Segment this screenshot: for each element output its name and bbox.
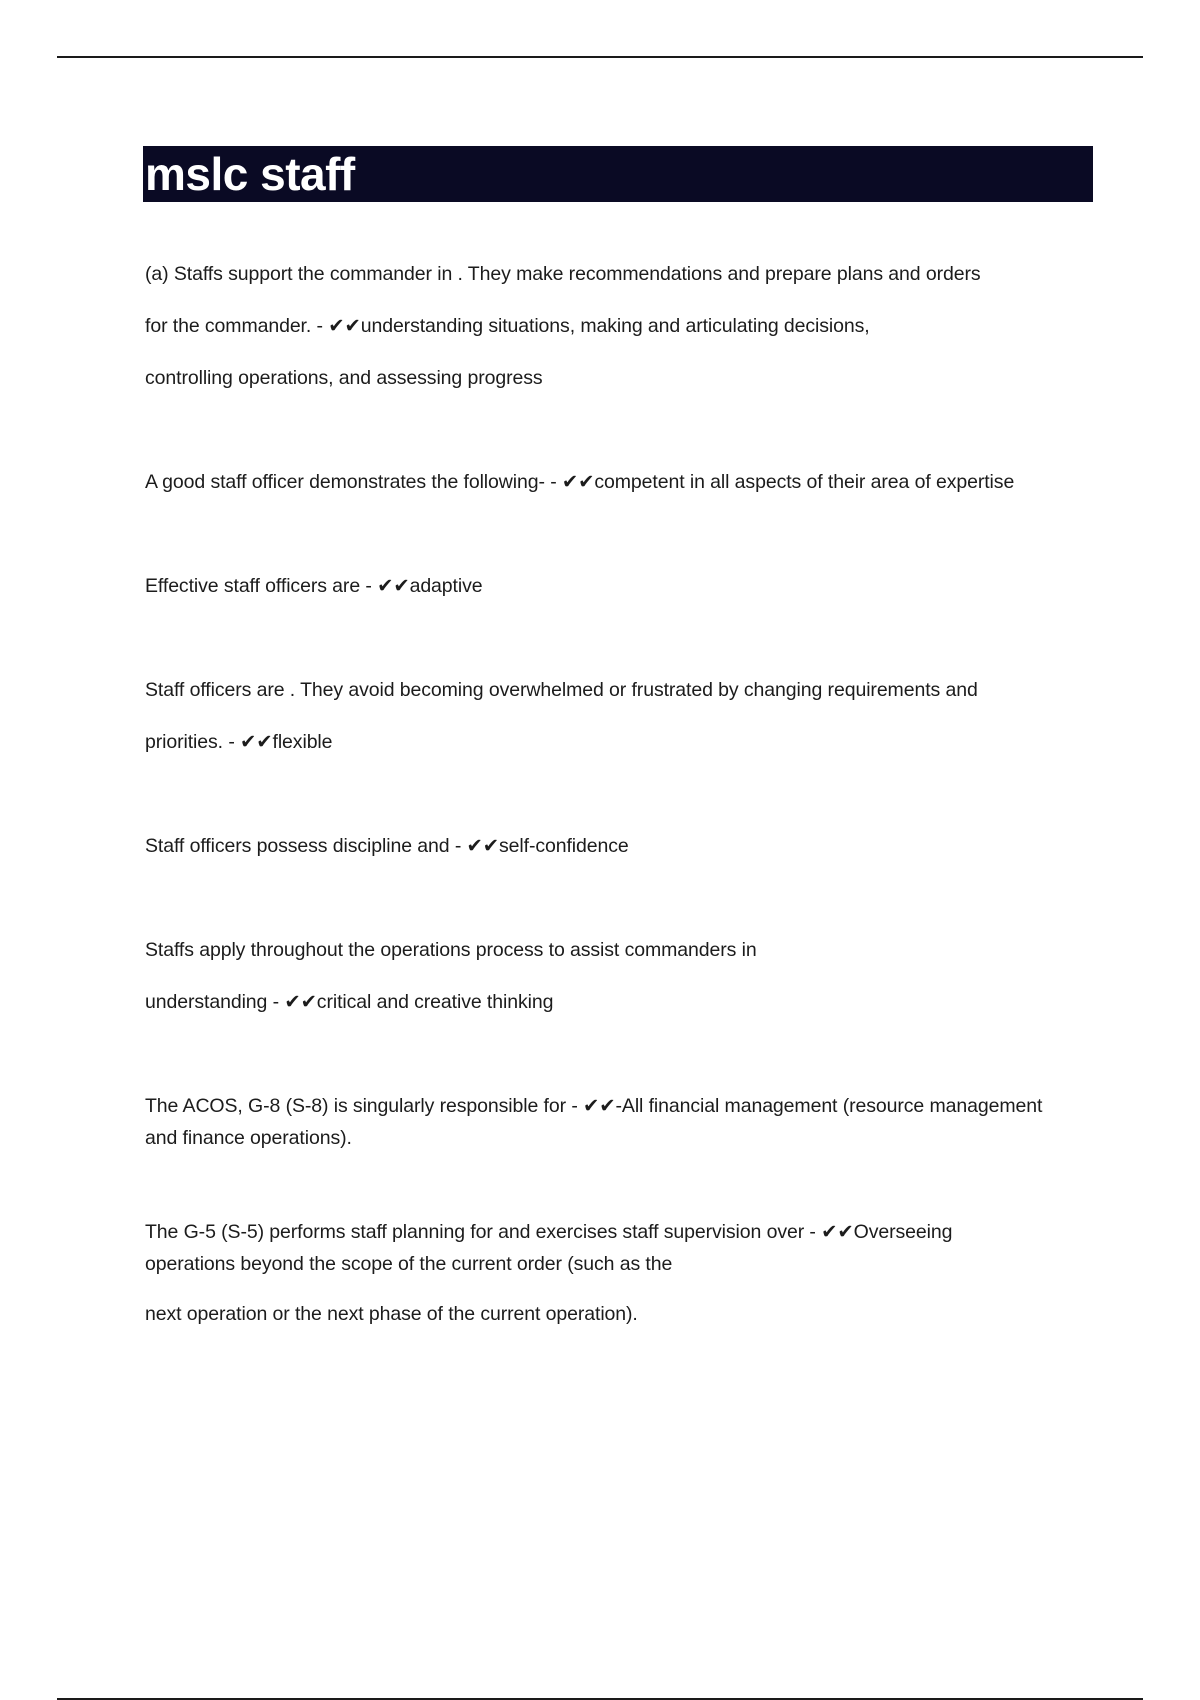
flashcard-2 bbox=[145, 560, 1095, 612]
flashcard-6 bbox=[145, 1090, 1095, 1154]
flashcard-4 bbox=[145, 820, 1095, 872]
flashcard-3 bbox=[145, 664, 1095, 768]
flashcard-4-line-0: Staff officers possess discipline and - ✔✔self-confidence bbox=[145, 835, 629, 857]
flashcard-3-line-0: Staff officers are . They avoid becoming overwhelmed or frustrated by changing requirements and bbox=[145, 679, 978, 701]
flashcard-0-line-0: (a) Staffs support the commander in . They make recommendations and prepare plans and orders bbox=[145, 263, 981, 285]
header-rule bbox=[57, 56, 1143, 58]
flashcard-0 bbox=[145, 248, 1095, 404]
flashcard-3-line-1: priorities. - ✔✔flexible bbox=[145, 731, 333, 753]
document-title: mslc staff bbox=[145, 148, 355, 200]
document-body bbox=[145, 248, 1095, 1330]
flashcard-6-line-0: The ACOS, G-8 (S-8) is singularly responsible for - ✔✔-All financial management (resource management bbox=[145, 1095, 1043, 1117]
flashcard-5-line-0: Staffs apply throughout the operations process to assist commanders in bbox=[145, 939, 757, 961]
flashcard-7-line-2: next operation or the next phase of the current operation). bbox=[145, 1303, 638, 1325]
flashcard-5 bbox=[145, 924, 1095, 1028]
flashcard-6-line-1: and finance operations). bbox=[145, 1127, 352, 1149]
flashcard-7-line-1: operations beyond the scope of the current order (such as the bbox=[145, 1253, 673, 1275]
flashcard-7 bbox=[145, 1216, 1095, 1330]
flashcard-1 bbox=[145, 456, 1095, 508]
title-banner bbox=[143, 146, 1093, 202]
flashcard-7-line-0: The G-5 (S-5) performs staff planning for and exercises staff supervision over - ✔✔Overseeing bbox=[145, 1221, 953, 1243]
flashcard-1-line-0: A good staff officer demonstrates the following- - ✔✔competent in all aspects of their area of expertise bbox=[145, 471, 1015, 493]
flashcard-2-line-0: Effective staff officers are - ✔✔adaptive bbox=[145, 575, 483, 597]
flashcard-0-line-1: for the commander. - ✔✔understanding situations, making and articulating decisions, bbox=[145, 315, 870, 337]
flashcard-0-line-2: controlling operations, and assessing progress bbox=[145, 367, 543, 389]
flashcard-5-line-1: understanding - ✔✔critical and creative thinking bbox=[145, 991, 554, 1013]
